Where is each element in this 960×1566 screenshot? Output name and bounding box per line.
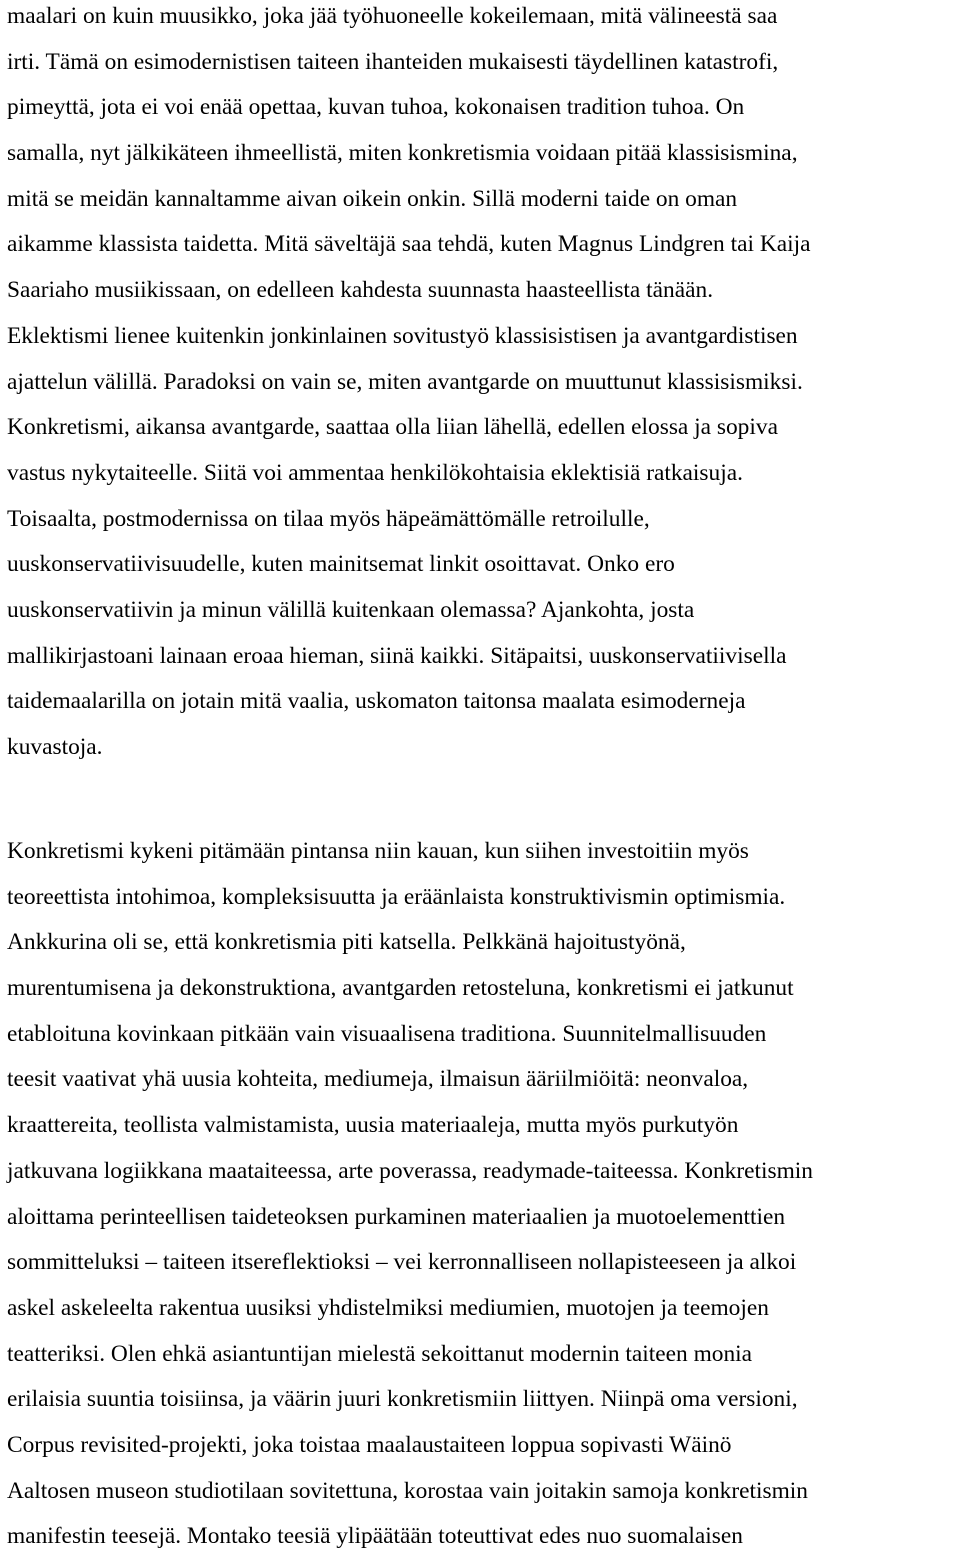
text-line: uuskonservatiivisuudelle, kuten mainitsemat linkit osoittavat. Onko ero — [7, 551, 675, 578]
text-line: jatkuvana logiikkana maataiteessa, arte poverassa, readymade-taiteessa. Konkretismin — [7, 1157, 814, 1184]
text-line: sommitteluksi – taiteen itsereflektioksi – vei kerronnalliseen nollapisteeseen ja alkoi — [7, 1249, 797, 1276]
text-line: teoreettista intohimoa, kompleksisuutta ja eräänlaista konstruktivismin optimismia. — [7, 883, 786, 910]
text-line: taidemaalarilla on jotain mitä vaalia, uskomaton taitonsa maalata esimoderneja — [7, 688, 746, 715]
text-line: Konkretismi kykeni pitämään pintansa niin kauan, kun siihen investoitiin myös — [7, 838, 749, 864]
text-line: mallikirjastoani lainaan eroaa hieman, siinä kaikki. Sitäpaitsi, uuskonservatiivisella — [7, 642, 787, 669]
paragraph — [7, 0, 957, 771]
text-line: uuskonservatiivin ja minun välillä kuitenkaan olemassa? Ajankohta, josta — [7, 596, 695, 623]
paragraph — [7, 829, 957, 1560]
text-line: erilaisia suuntia toisiinsa, ja väärin juuri konkretismiin liittyen. Niinpä oma versioni, — [7, 1386, 798, 1413]
text-line: Saariaho musiikissaan, on edelleen kahdesta suunnasta haasteellista tänään. — [7, 277, 714, 304]
text-line: Toisaalta, postmodernissa on tilaa myös häpeämättömälle retroilulle, — [7, 505, 650, 532]
text-line: pimeyttä, jota ei voi enää opettaa, kuvan tuhoa, kokonaisen tradition tuhoa. On — [7, 94, 745, 121]
text-line: Corpus revisited-projekti, joka toistaa maalaustaiteen loppua sopivasti Wäinö — [7, 1431, 732, 1458]
text-line: murentumisena ja dekonstruktiona, avantgarden retosteluna, konkretismi ei jatkunut — [7, 975, 794, 1002]
text-line: samalla, nyt jälkikäteen ihmeellistä, miten konkretismia voidaan pitää klassisismina, — [7, 140, 798, 167]
text-line: irti. Tämä on esimodernistisen taiteen ihanteiden mukaisesti täydellinen katastrofi, — [7, 48, 779, 75]
text-line: manifestin teesejä. Montako teesiä ylipäätään toteuttivat edes nuo suomalaisen — [7, 1523, 743, 1550]
text-line: Aaltosen museon studiotilaan sovitettuna, korostaa vain joitakin samoja konkretismin — [7, 1477, 808, 1504]
text-line: kraattereita, teollista valmistamista, uusia materiaaleja, mutta myös purkutyön — [7, 1112, 739, 1139]
text-line: mitä se meidän kannaltamme aivan oikein onkin. Sillä moderni taide on oman — [7, 185, 738, 212]
text-line: Konkretismi, aikansa avantgarde, saattaa olla liian lähellä, edellen elossa ja sopiva — [7, 414, 778, 441]
text-line: kuvastoja. — [7, 734, 103, 760]
text-line: teesit vaativat yhä uusia kohteita, mediumeja, ilmaisun ääriilmiöitä: neonvaloa, — [7, 1066, 749, 1093]
text-line: maalari on kuin muusikko, joka jää työhuoneelle kokeilemaan, mitä välineestä saa — [7, 3, 778, 29]
text-line: aloittama perinteellisen taideteoksen purkaminen materiaalien ja muotoelementtien — [7, 1203, 786, 1230]
text-line: Eklektismi lienee kuitenkin jonkinlainen sovitustyö klassisistisen ja avantgardistisen — [7, 322, 798, 349]
text-line: teatteriksi. Olen ehkä asiantuntijan mielestä sekoittanut modernin taiteen monia — [7, 1340, 753, 1367]
text-line: etabloituna kovinkaan pitkään vain visuaalisena traditiona. Suunnitelmallisuuden — [7, 1020, 767, 1047]
text-line: aikamme klassista taidetta. Mitä säveltäjä saa tehdä, kuten Magnus Lindgren tai Kaija — [7, 231, 811, 258]
text-line: ajattelun välillä. Paradoksi on vain se, miten avantgarde on muuttunut klassisismiksi. — [7, 368, 803, 395]
text-line: Ankkurina oli se, että konkretismia piti katsella. Pelkkänä hajoitustyönä, — [7, 929, 686, 956]
text-line: askel askeleelta rakentua uusiksi yhdistelmiksi mediumien, muotojen ja teemojen — [7, 1294, 769, 1321]
text-line: vastus nykytaiteelle. Siitä voi ammentaa henkilökohtaisia eklektisiä ratkaisuja. — [7, 459, 743, 486]
